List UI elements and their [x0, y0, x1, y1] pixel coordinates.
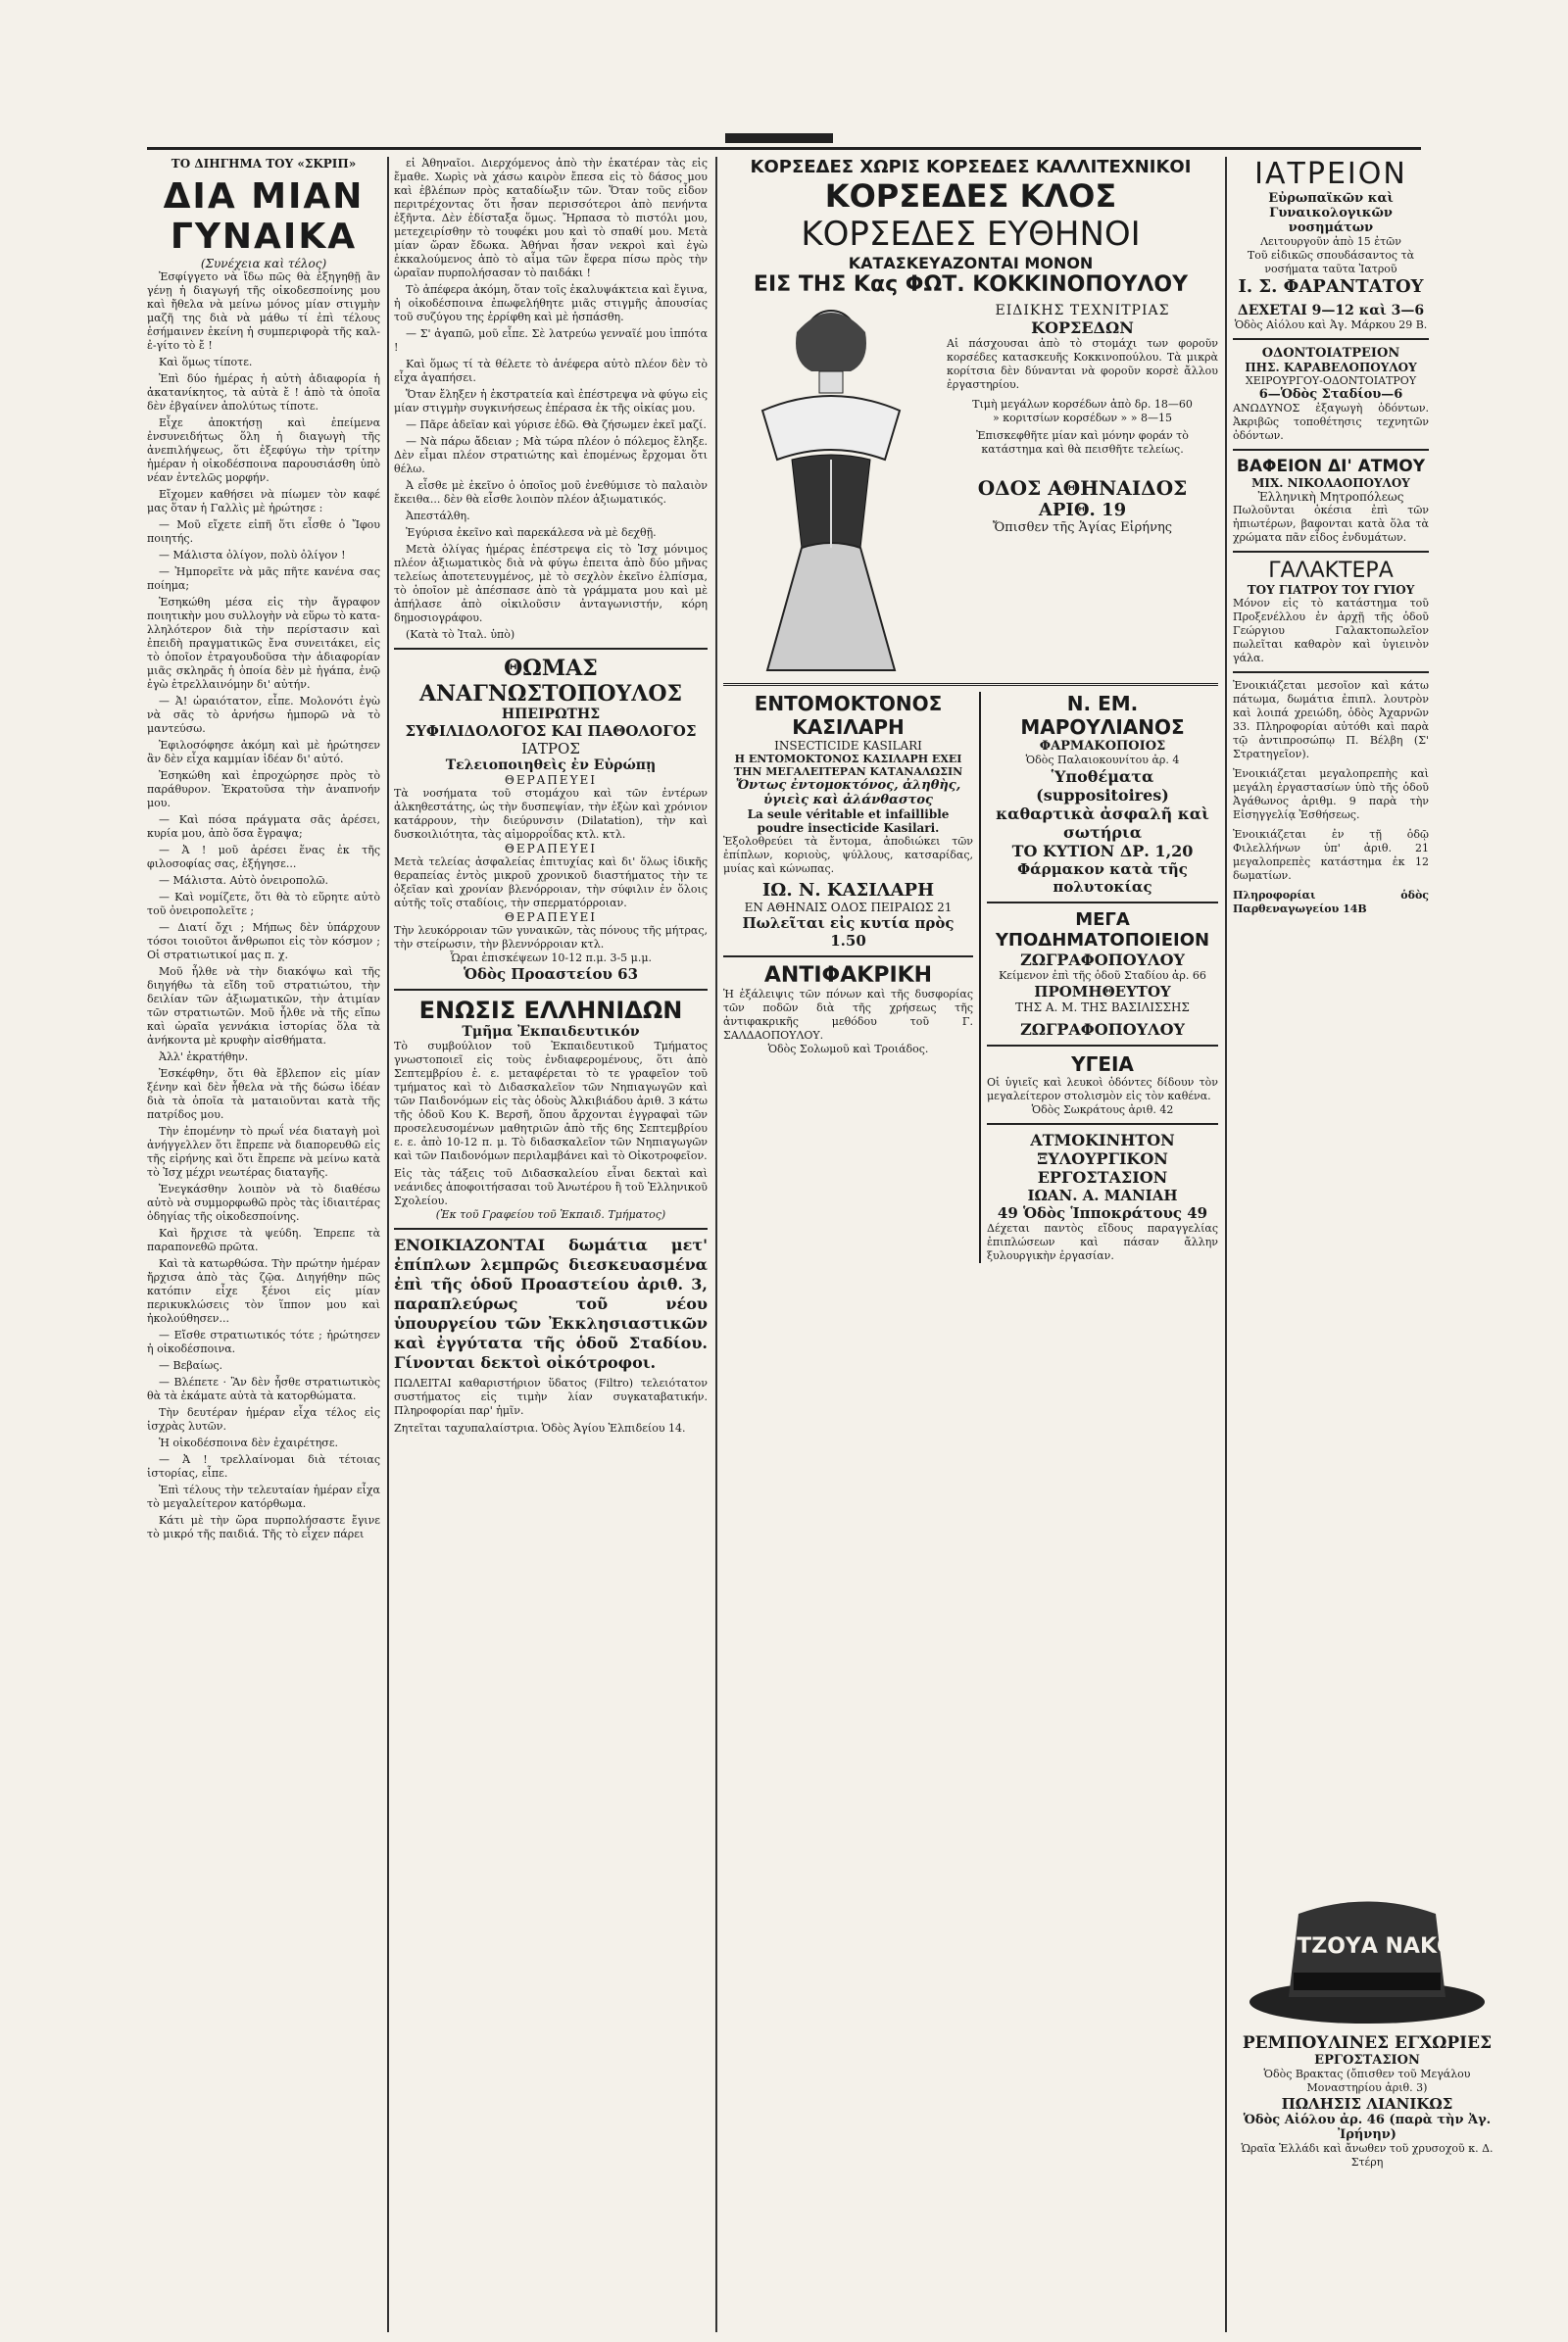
bath-title: ΒΑΦΕΙΟΝ ΔΙ' ΑΤΜΟΥ: [1236, 457, 1426, 476]
clinic-text: Τοῦ εἰδικῶς σπουδάσαντος τὰ νοσήματα ταῦτα Ἰατροῦ: [1247, 249, 1415, 275]
classified-item: Ἐνοικιάζεται ἐν τῇ ὁδῷ Φιλελλήνων ὑπ' ἀριθ. 21 μεγαλοπρεπὲς κατάστημα ἐκ 12 δωματίων.: [1233, 828, 1429, 882]
paragraph: Ὅταν ἔληξεν ἡ ἐκστρατεία καὶ ἐπέστρεψα νὰ φύγω εἰς μίαν στιγμὴν συγκινήσεως ἐπέρασα ἐκ τῆς οἰκίας μου.: [394, 388, 708, 415]
paragraph: Τὴν δευτέραν ἡμέραν εἶχα τέλος εἰς ἰσχρὰς λυτῶν.: [147, 1406, 380, 1433]
column-4: [1233, 157, 1429, 916]
paragraph: Ἐνεγκάσθην λοιπὸν νὰ τὸ διαθέσω αὐτὸ νὰ συμμορφωθῶ πρὸς τὰς ἰδιαιτέρας ὁδηγίας τῆς οἰκοδεσποίνης.: [147, 1183, 380, 1223]
top-rule: [147, 147, 1421, 150]
rent-ad: [394, 1228, 708, 1436]
shoes-court: ΤΗΣ Α. Μ. ΤΗΣ ΒΑΣΙΛΙΣΣΗΣ: [1015, 1000, 1190, 1014]
antipodes-title: ΑΝΤΙΦΑΚΡΙΚΗ: [763, 963, 933, 988]
clinic-sub: Εὐρωπαϊκῶν καὶ Γυναικολογικῶν νοσημάτων: [1268, 191, 1394, 235]
rent-text: ΕΝΟΙΚΙΑΖΟΝΤΑΙ δωμάτια μετ' ἐπίπλων λεμπρῶς διεσκευασμένα ἐπὶ τῆς ὁδοῦ Προαστείου ἀριθ. 3, παραπλεύρως τοῦ νέου ὑπουργείου τῶν Ἐκκλησιαστικῶν καὶ ἐγγύτατα τῆς ὁδοῦ Σταδίου. Γίνονται δεκτοὶ οἰκότροφοι.: [394, 1236, 708, 1372]
column-2: [394, 157, 708, 1436]
treats-text: Τὴν λευκόρροιαν τῶν γυναικῶν, τὰς πόνους τῆς μήτρας, τὴν στείρωσιν, τὴν βλεννόρροιαν κτλ.: [394, 924, 708, 951]
milk-title: ΓΑΛΑΚΤΕΡΑ: [1268, 559, 1394, 583]
rent-extra-1: ΠΩΛΕΙΤΑΙ καθαριστήριον ὕδατος (Filtro) τελειότατον συστήματος εἰς τιμὴν λίαν συγκαταβατικήν. Πληροφορίαι παρ' ἡμῖν.: [394, 1377, 708, 1417]
corset-cta: Ἐπισκεφθῆτε μίαν καὶ μόνην φοράν τὸ κατάστημα καὶ θὰ πεισθῆτε τελείως.: [976, 429, 1189, 456]
paragraph: Ἐσηκώθη καὶ ἐπροχώρησε πρὸς τὸ παράθυρον. Ἐκρατοῦσα τὴν ἀναπνοήν μου.: [147, 769, 380, 809]
corset-number: ΑΡΙΘ. 19: [1038, 500, 1127, 520]
paragraph: — Μάλιστα. Αὐτὸ ὀνειροπολῶ.: [159, 874, 329, 887]
paragraph: — Νὰ πάρω ἄδειαν ; Μὰ τώρα πλέον ὁ πόλεμος ἔληξε. Δὲν εἶμαι πλέον στρατιώτης καὶ ἐπομένως ἔρχομαι ὅτι θέλω.: [394, 435, 708, 475]
doctor-specialty: ΣΥΦΙΛΙΔΟΛΟΓΟΣ ΚΑΙ ΠΑΘΟΛΟΓΟΣ: [405, 722, 697, 740]
doctor-qualification: Τελειοποιηθεὶς ἐν Εὐρώπῃ: [445, 757, 657, 773]
classifieds: [1233, 671, 1429, 916]
story-body: [147, 270, 380, 1541]
antipodes-ad: [723, 955, 973, 1056]
paragraph: — Ἀ ! μοῦ ἀρέσει ἕνας ἐκ τῆς φιλοσοφίας σας, ἐξήγησε...: [147, 844, 380, 870]
insecticide-quote: Ὄντως ἐντομοκτόνος, ἀληθὴς, ὑγιεὶς καὶ ἀλάνθαστος: [735, 778, 961, 807]
paragraph: Ἐσφίγγετο νὰ ἴδω πῶς θὰ ἐξηγηθῇ ἂν γένῃ ἡ διαγωγή τῆς οἰκοδεσποίνης μου καὶ ἤθελα νὰ μείνω μόνος μίαν στιγμὴν μαζῆ της διὰ νὰ μάθω τί ἐπὶ τέλους ἐσήμαινεν ἐκείνη ἡ συμπεριφορὰ τῆς καλ-ἐ-γίτο τὸ ἔ !: [147, 270, 380, 352]
society-body: Τὸ συμβούλιον τοῦ Ἐκπαιδευτικοῦ Τμήματος γνωστοποιεῖ εἰς τοὺς ἐνδιαφερομένους, ὅτι ἀπὸ Σεπτεμβρίου ἐ. ε. μεταφέρεται τὸ τε γραφεῖον τοῦ τμήματος καὶ τὸ Διδασκαλεῖον τῶν Νηπιαγωγῶν καὶ τῶν Παιδονόμων εἰς τὰς ὁδοὺς Ἀλκιβιάδου ἀριθ. 3 κάτω τῆς ὁδοῦ Κου Κ. Βερσῆ, ὅπου ἄρχονται ἐγγραφαὶ τῶν προσελευσομένων μαθητριῶν ἀπὸ τῆς 6ης Σεπτεμβρίου ε. ε. ἀπὸ 10-12 π. μ. Τὸ διδασκαλεῖον τῶν Νηπιαγωγῶν καὶ τῶν Παιδονόμων περιλαμβάνει καὶ τὸ Οἰκοτροφεῖον.: [394, 1040, 708, 1162]
dentist-title: ΟΔΟΝΤΟΙΑΤΡΕΙΟΝ: [1261, 346, 1400, 361]
section-header: ΤΟ ΔΙΗΓΗΜΑ ΤΟΥ «ΣΚΡΙΠ»: [171, 157, 357, 171]
shoes-supplier: ΠΡΟΜΗΘΕΥΤΟΥ: [1034, 983, 1171, 1000]
shoes-owner: ΖΩΓΡΑΦΟΠΟΥΛΟΥ: [1020, 951, 1185, 969]
insecticide-addr: ΕΝ ΑΘΗΝΑΙΣ ΟΔΟΣ ΠΕΙΡΑΙΩΣ 21: [744, 901, 953, 914]
corset-line-2: ΚΟΡΣΕΔΕΣ ΚΛΟΣ: [824, 177, 1117, 215]
paragraph: — Ἠμπορεῖτε νὰ μᾶς πῆτε κανένα σας ποίημα;: [147, 565, 380, 592]
steam-title: ΑΤΜΟΚΙΝΗΤΟΝ ΞΥΛΟΥΡΓΙΚΟΝ ΕΡΓΟΣΤΑΣΙΟΝ: [1030, 1131, 1175, 1187]
steam-body: Δέχεται παντὸς εἴδους παραγγελίας ἐπιπλώσεων καὶ πάσαν ἄλλην ξυλουργικὴν ἐργασίαν.: [987, 1222, 1218, 1262]
paragraph: Εἶχε ἀποκτήσῃ καὶ ἐπείμενα ἐνσυνειδήτως ὅλη ἡ διαγωγὴ τῆς ἀνεπιλήψεως, ὅτι ἐξεφύγω τὴν τρίτην ἡμέραν ἡ οἰκοδέσποινα παρουσιάσθη ὑπὸ νέαν ἐντελῶς μορφήν.: [147, 416, 380, 484]
corset-line-1: ΚΟΡΣΕΔΕΣ ΧΩΡΙΣ ΚΟΡΣΕΔΕΣ ΚΑΛΛΙΤΕΧΝΙΚΟΙ: [750, 157, 1192, 177]
paragraph: Καὶ τὰ κατωρθώσα. Τὴν πρώτην ἡμέραν ἤρχισα ἀπὸ τὰς ζῷα. Διηγήθην πῶς κατόπιν εἶχε ξένοι εἰς μίαν περικυκλώσεις τὸν ἵππον μου καὶ ἠκολούθησεν...: [147, 1257, 380, 1325]
rent-extra-2: Ζητεῖται ταχυπαλαίστρια. Ὁδὸς Ἀγίου Ἐλπιδείου 14.: [394, 1422, 686, 1435]
paragraph: Εἴχομεν καθήσει νὰ πίωμεν τὸν καφέ μας ὅταν ἡ Γαλλὶς μὲ ἠρώτησε :: [147, 488, 380, 514]
corset-near: Ὄπισθεν τῆς Ἁγίας Εἰρήνης: [992, 520, 1173, 535]
society-title: ΕΝΩΣΙΣ ΕΛΛΗΝΙΔΩΝ: [418, 997, 683, 1024]
insecticide-body: Ἐξολοθρεύει τὰ ἔντομα, ἀποδιώκει τῶν ἐπίπλων, κοριοὺς, ψύλλους, κατσαρίδας, μυίας καὶ κώνωπας.: [723, 835, 973, 875]
paragraph: Ἐπὶ τέλους τὴν τελευταίαν ἡμέραν εἶχα τὸ μεγαλείτερον κατόρθωμα.: [147, 1484, 380, 1510]
treats-heading: ΘΕΡΑΠΕΥΕΙ: [505, 910, 597, 924]
milk-body: Μόνον εἰς τὸ κατάστημα τοῦ Προξενέλλου ἐν ἀρχῇ τῆς ὁδοῦ Γεώργιου Γαλακτοπωλεῖον πωλεῖται καθαρὸν καὶ ὑγιεινὸν γάλα.: [1233, 597, 1429, 664]
hat-note: Ὡραῖα Ἑλλάδι καὶ ἄνωθεν τοῦ χρυσοχοῦ κ. Δ. Στέρη: [1241, 2142, 1494, 2169]
paragraph: Ἐφιλοσόφησε ἀκόμη καὶ μὲ ἠρώτησεν ἂν δὲν εἶχα καμμίαν ἰδέαν δι' αὐτό.: [147, 739, 380, 765]
corset-price-2: » κοριτσίων κορσέδων » » 8—15: [993, 412, 1172, 424]
classified-item: Πληροφορίαι ὁδὸς Παρθεναγωγείου 14Β: [1233, 889, 1429, 915]
paragraph: — Βλέπετε · Ἂν δὲν ἦσθε στρατιωτικὸς θὰ τὰ ἐκάματε αὐτὰ τὰ κατορθώματα.: [147, 1376, 380, 1402]
paragraph: Ἐσηκώθη μέσα εἰς τὴν ἄγραφον ποιητικὴν μου συλλογὴν νὰ εὕρω τὸ κατα-λληλότερον διὰ τὴν περίστασιν καὶ ἐπειδὴ πραγματικῶς ἔνα συνειτάκει, εἰς τὸ ὁποῖον ἐτραγουδοῦσα τὴν ἀδιαφορίαν μιᾶς σκληρᾶς ἡ ὁποία δὲν μὲ ἠγάπα, ἐνῷ ἐγὼ ἐτρελλαινόμην δι' αὐτήν.: [147, 596, 380, 691]
shoes-footer: ΖΩΓΡΑΦΟΠΟΥΛΟΥ: [1020, 1020, 1185, 1039]
milk-ad: [1233, 551, 1429, 665]
society-subtitle: Τμῆμα Ἐκπαιδευτικόν: [462, 1024, 640, 1040]
classified-item: Ἐνοικιάζεται μεσοῖον καὶ κάτω πάτωμα, δωμάτια ἐπιπλ. λουτρὸν καὶ λοιπά χρειώδη, ὁδὸς Ἀχαρνῶν 33. Πληροφορίαι αὐτόθι καὶ παρὰ τῷ ἀντιπροσώπῳ Π. Βέλβη (Σ' Στρατηγεῖον).: [1233, 679, 1429, 760]
corset-line-4: ΚΑΤΑΣΚΕΥΑΖΟΝΤΑΙ ΜΟΝΟΝ: [848, 254, 1094, 272]
hat-factory: ΕΡΓΟΣΤΑΣΙΟΝ: [1314, 2053, 1420, 2068]
paragraph: Κάτι μὲ τὴν ὥρα πυρπολήσαστε ἔγινε τὸ μικρό τῆς παιδιά. Τῆς τὸ εἶχεν πάρει: [147, 1514, 380, 1540]
paragraph: — Καὶ πόσα πράγματα σᾶς ἀρέσει, κυρία μου, ἀπὸ ὅσα ἔγραψα;: [147, 813, 380, 840]
antipodes-body: Ἡ ἐξάλειψις τῶν πόνων καὶ τῆς δυσφορίας τῶν ποδῶν διὰ τῆς χρήσεως τῆς ἀντιφακρικῆς μεθόδου τοῦ Γ. ΣΑΛΔΑΟΠΟΥΛΟΥ.: [723, 988, 973, 1042]
hat-store-addr: Ὁδὸς Αἰόλου ἀρ. 46 (παρὰ τὴν Ἀγ. Ἰρήνην): [1243, 2113, 1492, 2142]
steam-addr: 49 Ὁδὸς Ἱπποκράτους 49: [997, 1204, 1208, 1222]
pharmacy-price: ΤΟ ΚΥΤΙΟΝ ΔΡ. 1,20: [1011, 842, 1194, 860]
pharmacy-type: ΦΑΡΜΑΚΟΠΟΙΟΣ: [1039, 739, 1166, 754]
paragraph: Καὶ ὅμως τίποτε.: [159, 356, 253, 368]
paragraph: — Ἀ! ὡραιότατον, εἶπε. Μολονότι ἐγὼ νὰ σᾶς τὸ ἀρνήσω ἠμπορῶ νὰ τὸ μαντεύσω.: [147, 695, 380, 735]
column-3: [723, 157, 1218, 1263]
treats-text: Τὰ νοσήματα τοῦ στομάχου καὶ τῶν ἐντέρων ἀλκηθεστάτης, ὡς τὴν δυσπεψίαν, τὴν ἐξὼν καὶ χρόνιον κατάρρουν, τὴν διεύρυνσιν (Dilatation), τὴν καὶ δυσκοιλιότητα, τὰς αἱμορροΐδας κτλ. κτλ.: [394, 787, 708, 841]
pharmacy-tagline: Φάρμακον κατὰ τῆς πολυτοκίας: [1017, 860, 1188, 896]
corset-specialist: ΕΙΔΙΚΗΣ ΤΕΧΝΙΤΡΙΑΣ: [995, 303, 1170, 318]
insecticide-fr: La seule véritable et infaillible poudre insecticide Kasilari.: [747, 807, 950, 835]
insecticide-price: Πωλεῖται εἰς κυτία πρὸς 1.50: [742, 914, 955, 950]
clinic-ad: [1233, 157, 1429, 332]
paragraph: — Μοῦ εἴχετε εἰπῆ ὅτι εἶσθε ὁ Ἴφου ποιητής.: [147, 518, 380, 545]
hat-store: ΠΩΛΗΣΙΣ ΛΙΑΝΙΚΩΣ: [1281, 2095, 1453, 2113]
corset-specialist-2: ΚΟΡΣΕΔΩΝ: [1031, 318, 1134, 337]
column-rule: [1225, 157, 1227, 2332]
society-footer: (Ἐκ τοῦ Γραφείου τοῦ Ἐκπαιδ. Τμήματος): [435, 1208, 666, 1221]
story-title: ΔΙΑ ΜΙΑΝ ΓΥΝΑΙΚΑ: [163, 176, 365, 257]
hat-text: Χ. ΤΖΟΥΑ ΝΑΚΟΣ: [1264, 1934, 1470, 1959]
paragraph: Τὴν ἐπομένην τὸ πρωΐ νέα διαταγὴ μοὶ ἀνήγγελλεν ὅτι ἔπρεπε νὰ διαπορευθῶ εἰς τῆς εἰρήνης καὶ ὅτι ἔπρεπε νὰ μείνω κατὰ τὸ Ἰσχ μέχρι νεωτέρας διαταγῆς.: [147, 1125, 380, 1179]
paragraph: Ἀπεστάλθη.: [406, 510, 470, 522]
society-ad: [394, 989, 708, 1222]
clinic-since: Λειτουργοῦν ἀπὸ 15 ἐτῶν: [1260, 235, 1401, 248]
bath-ad: [1233, 449, 1429, 545]
pharmacy-name: Ν. ΕΜ. ΜΑΡΟΥΛΙΑΝΟΣ: [1020, 692, 1185, 739]
bath-addr: Ἑλληνικὴ Μητροπόλεως: [1257, 490, 1404, 504]
insecticide-sub: INSECTICIDE KASILARI: [774, 739, 922, 753]
treats-heading: ΘΕΡΑΠΕΥΕΙ: [505, 773, 597, 787]
paragraph: — Εἴσθε στρατιωτικός τότε ; ἠρώτησεν ἡ οἰκοδέσποινα.: [147, 1329, 380, 1355]
pharmacy-addr: Ὁδὸς Παλαιοκουνίτου ἀρ. 4: [1025, 754, 1180, 766]
treats-text: Μετὰ τελείας ἀσφαλείας ἐπιτυχίας καὶ δι' ὅλως ἰδικῆς θεραπείας ἐντὸς μικροῦ χρονικοῦ διαστήματος τὴν τε ὀξεῖαν καὶ χρονίαν βλενόρροιαν, τὴν σύφιλιν ἐν ὅλοις αὐτῆς τοῖς σταδίοις, τὴν σπερματόρροιαν.: [394, 855, 708, 909]
milk-sub: ΤΟΥ ΓΙΑΤΡΟΥ ΤΟΥ ΓΥΙΟΥ: [1247, 583, 1415, 597]
insecticide-ad: [723, 692, 973, 950]
classified-item: Ἐνοικιάζεται μεγαλοπρεπὴς καὶ μεγάλη ἐργαστασίων ὑπὸ τῆς ὁδοῦ Ἀγάθωνος ἀριθμ. 9 παρὰ τὴν Εἰσηγγελίᾳ Ἐσθήσεως.: [1233, 767, 1429, 821]
clinic-doctor: Ι. Σ. ΦΑΡΑΝΤΑΤΟΥ: [1238, 276, 1424, 297]
dentist-name: ΠΗΣ. ΚΑΡΑΒΕΛΟΠΟΥΛΟΥ: [1245, 361, 1417, 374]
masthead-mark: [725, 133, 833, 143]
doctor-name: ΘΩΜΑΣ ΑΝΑΓΝΩΣΤΟΠΟΥΛΟΣ: [418, 656, 683, 707]
paragraph: Καὶ ὅμως τί τὰ θέλετε τὸ ἀνέφερα αὐτὸ πλέον δὲν τὸ εἶχα ἀγαπήσει.: [394, 358, 708, 384]
hat-illustration: [1245, 1889, 1490, 2026]
dentist-body: ΑΝΩΔΥΝΟΣ ἐξαγωγὴ ὀδόντων. Ἀκριβῶς τοποθέτησις τεχνητῶν ὀδόντων.: [1233, 402, 1429, 442]
column-rule: [715, 157, 717, 2332]
paragraph: Μετὰ ὀλίγας ἡμέρας ἐπέστρεψα εἰς τὸ Ἰσχ μόνιμος πλέον ἀξιωματικὸς διὰ νὰ φύγω ἐπειτα ἀπὸ δύο μῆνας τελείως ἀποτετευγμένος, μὲ τὸ σεχλὸν ἐκεῖνο ἐλπίσμα, τὸ ὁποῖον μὲ ἀπέσπασε ἀπὸ τὰ γράμματα μου καὶ μὲ ἀπήλασε ἀπὸ οἰκιλοῦσιν ἀνταγωνιστήν, κόρη δημοσιογράφου.: [394, 543, 708, 624]
clinic-addr: Ὁδὸς Αἰόλου καὶ Ἀγ. Μάρκου 29 Β.: [1234, 318, 1428, 331]
hat-title: ΡΕΜΠΟΥΛΙΝΕΣ ΕΓΧΩΡΙΕΣ: [1242, 2033, 1493, 2053]
hat-ad: [1235, 2033, 1499, 2170]
doctor-address: Ὁδὸς Προαστείου 63: [463, 965, 639, 983]
paragraph: Ἐπὶ δύο ἡμέρας ἡ αὐτὴ ἀδιαφορία ἡ ἀκατανίκητος, τὰ αὐτὰ ἔ ! ἀπὸ τὰ ὁποῖα δὲν ἐβγαίνεν ἀπολύτως τίποτε.: [147, 372, 380, 413]
dentist-role: ΧΕΙΡΟΥΡΓΟΥ-ΟΔΟΝΤΟΙΑΤΡΟΥ: [1245, 374, 1417, 387]
corset-line-5: ΕΙΣ ΤΗΣ Κας ΦΩΤ. ΚΟΚΚΙΝΟΠΟΥΛΟΥ: [753, 272, 1189, 297]
health-addr: Ὁδὸς Σωκράτους ἀριθ. 42: [1031, 1103, 1174, 1116]
bath-body: Πωλοῦνται ὁκέσια ἐπὶ τῶν ἠπιωτέρων, βαφονται κατὰ ὅλα τὰ χρώματα πᾶν εἶδος ἐνδυμάτων.: [1233, 504, 1429, 544]
bath-owner: ΜΙΧ. ΝΙΚΟΛΑΟΠΟΥΛΟΥ: [1251, 476, 1410, 490]
paragraph: Καὶ ἤρχισε τὰ ψεύδη. Ἐπρεπε τὰ παραπονεθῶ πρῶτα.: [147, 1227, 380, 1253]
doctor-origin: ΗΠΕΙΡΩΤΗΣ: [501, 707, 601, 722]
insecticide-tag: Η ΕΝΤΟΜΟΚΤΟΝΟΣ ΚΑΣΙΛΑΡΗ ΕΧΕΙ ΤΗΝ ΜΕΓΑΛΕΙΤΕΡΑΝ ΚΑΤΑΝΑΛΩΣΙΝ: [733, 753, 963, 778]
doctor-ad: [394, 648, 708, 983]
paragraph: Ἡ οἰκοδέσποινα δὲν ἐχαιρέτησε.: [159, 1437, 339, 1449]
insecticide-brand: ΙΩ. Ν. ΚΑΣΙΛΑΡΗ: [761, 880, 935, 901]
treats-heading: ΘΕΡΑΠΕΥΕΙ: [505, 842, 597, 855]
antipodes-addr: Ὁδὸς Σολωμοῦ καὶ Τροιάδος.: [767, 1043, 929, 1055]
shoes-title: ΜΕΓΑ ΥΠΟΔΗΜΑΤΟΠΟΙΕΙΟΝ: [995, 909, 1210, 951]
paragraph: — Διατί ὄχι ; Μήπως δὲν ὑπάρχουν τόσοι τοιοῦτοι ἄνθρωποι εἰς τὸν κόσμον ; Οἱ στρατιωτικοί μας π. χ.: [147, 921, 380, 961]
paragraph: Ἀ εἶσθε μὲ ἐκεῖνο ὁ ὁποῖος μοῦ ἐνεθύμισε τὸ παλαιὸν ἔκειθα... δὲν θὰ εἶσθε λοιπὸν πλέον ἀξιωματικός.: [394, 479, 708, 506]
paragraph: Τὸ ἀπέφερα ἀκόμη, ὅταν τοῖς ἐκαλυψάκτεια καὶ ἔγινα, ἡ οἰκοδέσποινα ἐπωφελήθητε μιᾶς στιγμῆς ἀπουσίας τοῦ συζύγου της ἐρρίφθη καὶ μὲ ἠσπάσθη.: [394, 283, 708, 323]
clinic-title: ΙΑΤΡΕΙΟΝ: [1254, 157, 1407, 191]
corset-woman-illustration: [723, 303, 939, 675]
pharmacy-product: Ὑποθέματα (suppositoires) καθαρτικὰ ἀσφαλῆ καὶ σωτήρια: [996, 767, 1209, 842]
paragraph: Ἐσκέφθην, ὅτι θὰ ἔβλεπον εἰς μίαν ξένην καὶ δὲν ἦθελα νὰ τῆς δώσω ἰδέαν διὰ τὰ ὁποῖα τὰ ματαιοῦνται κατὰ τῆς πατρίδος μου.: [147, 1067, 380, 1121]
steam-ad: [987, 1123, 1218, 1263]
corset-text: Αἱ πάσχουσαι ἀπὸ τὸ στομάχι των φοροῦν κορσέδες κατασκευῆς Κοκκινοπούλου. Τὰ μικρὰ κορίτσια δὲν δύνανται νὰ φοροῦν κορσὲ ἄλλου ἐργαστηρίου.: [947, 337, 1218, 391]
paragraph: — Σ' ἀγαπῶ, μοῦ εἶπε. Σὲ λατρεύω γενναῖέ μου ἱππότα !: [394, 327, 708, 354]
column-rule: [387, 157, 389, 2332]
clinic-hours: ΔΕΧΕΤΑΙ 9—12 καὶ 3—6: [1237, 303, 1425, 318]
story-continuation: [394, 157, 708, 642]
shoes-ad: [987, 902, 1218, 1039]
story-subtitle: (Συνέχεια καὶ τέλος): [200, 257, 327, 270]
paragraph: — Ἀ ! τρελλαίνομαι διὰ τέτοιας ἱστορίας, εἶπε.: [147, 1453, 380, 1480]
paragraph: Ἀλλ' ἐκρατήθην.: [159, 1050, 249, 1063]
doctor-hours: Ὧραι ἐπισκέψεων 10-12 π.μ. 3-5 μ.μ.: [450, 951, 652, 964]
paragraph: — Βεβαίως.: [159, 1359, 223, 1372]
steam-owner: ΙΩΑΝ. Α. ΜΑΝΙΑΗ: [1027, 1187, 1178, 1204]
paragraph: Ἐγύρισα ἐκεῖνο καὶ παρεκάλεσα νὰ μὲ δεχθῇ.: [406, 526, 657, 539]
pharmacy-ad: [987, 692, 1218, 896]
doctor-role: ΙΑΤΡΟΣ: [521, 740, 580, 757]
paragraph: εἰ Ἀθηναῖοι. Διερχόμενος ἀπὸ τὴν ἑκατέραν τὰς εἰς ἔμαθε. Χωρὶς νὰ χάσω καιρὸν ἔπεσα εἰς τὸ δάσος μου καὶ ἐβλέπων πρὸς καταδίωξιν τῶν. Ὅταν τοῦς εἶδον περιτρέχοντας ὅτι ἦσαν περισσότεροι ἀπὸ πενήντα ἐξῆντα. Δὲν ἐδίσταξα ὅμως. Ἤρπασα τὸ πιστόλι μου, μετεχειρίσθην τὸ τουφέκι μου καὶ τὸ σπαθί μου. Μετὰ μίαν ὥραν ἔδωκα. Ἀθήναι ἦσαν νεκροὶ καὶ ἐγὼ ἐκκαλούμενος ἀπὸ τὸ αἷμα τῶν ἔφερα πίσω πρὸς τὴν ὡραῖαν πυρπολήσασαν τὸ παιδάκι !: [394, 157, 708, 279]
shoes-addr: Κείμενον ἐπὶ τῆς ὁδοῦ Σταδίου ἀρ. 66: [999, 969, 1206, 982]
paragraph: — Καὶ νομίζετε, ὅτι θὰ τὸ εὕρητε αὐτὸ τοῦ ὀνειροπολεῖτε ;: [147, 891, 380, 917]
society-body-2: Εἰς τὰς τάξεις τοῦ Διδασκαλείου εἶναι δεκταὶ καὶ νεάνιδες ἀποφοιτήσασαι τοῦ Ἀνωτέρου ἢ τοῦ Ἑλληνικοῦ Σχολείου.: [394, 1167, 708, 1207]
paragraph: — Μάλιστα ὀλίγον, πολὺ ὀλίγον !: [159, 549, 346, 561]
health-title: ΥΓΕΙΑ: [1071, 1052, 1134, 1076]
insecticide-title: ΕΝΤΟΜΟΚΤΟΝΟΣ ΚΑΣΙΛΑΡΗ: [754, 692, 943, 739]
paragraph: (Κατὰ τὸ Ἰταλ. ὑπὸ): [406, 628, 515, 641]
health-ad: [987, 1045, 1218, 1117]
paragraph: Μοῦ ἦλθε νὰ τὴν διακόψω καὶ τῆς διηγήθω τὰ εἴδη τοῦ στρατιώτου, τὴν δειλίαν τῶν ἀξιωματικῶν, τὴν ἀτιμίαν τῶν στρατιωτῶν. Μοῦ ἦλθε νὰ τῆς εἴπω καὶ ὡραῖα γεννάκια ἰστορίας ὅλα τὰ ἀνήκοντα μὲ κρυφὴν αἰσθήματα.: [147, 965, 380, 1047]
hat-addr: Ὁδὸς Βρακτας (ὄπισθεν τοῦ Μεγάλου Μοναστηρίου ἀριθ. 3): [1263, 2068, 1471, 2094]
corset-street: ΟΔΟΣ ΑΘΗΝΑΙΔΟΣ: [977, 476, 1188, 500]
health-body: Οἱ ὑγιεῖς καὶ λευκοὶ ὀδόντες δίδουν τὸν μεγαλείτερον στολισμὸν εἰς τὸν καθένα.: [987, 1076, 1218, 1102]
corset-ad: [723, 157, 1218, 675]
corset-price-1: Τιμὴ μεγάλων κορσέδων ἀπὸ δρ. 18—60: [972, 398, 1193, 411]
column-1: [147, 157, 380, 1544]
paragraph: — Πᾶρε ἀδεῖαν καὶ γύρισε ἐδῶ. Θὰ ζήσωμεν ἐκεῖ μαζί.: [406, 418, 707, 431]
corset-line-3: ΚΟΡΣΕΔΕΣ ΕΥΘΗΝΟΙ: [801, 215, 1141, 254]
dentist-addr: 6—Ὁδὸς Σταδίου—6: [1258, 387, 1403, 402]
dentist-ad: [1233, 338, 1429, 443]
